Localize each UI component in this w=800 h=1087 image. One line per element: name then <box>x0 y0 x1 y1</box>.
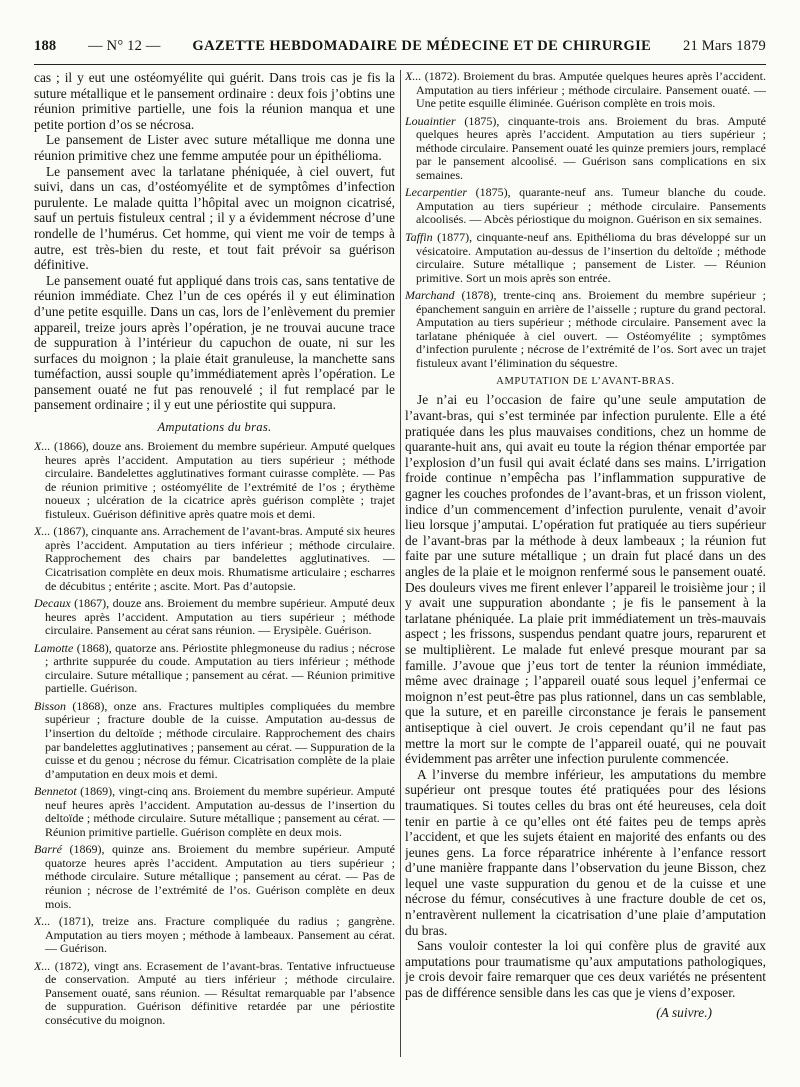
case-entry <box>34 597 395 638</box>
issue-number: — N° 12 — <box>88 38 161 54</box>
case-text: (1866), douze ans. Broiement du membre supérieur. Amputé quelques heures après l’accident. Amputation au tiers supérieur ; méthode circulaire. Bandelettes agglutinatives formant cuirasse complète. — Pas de réunion primitive ; ostéomyélite de l’extrémité de l’os ; érythème noueux ; ulcération de la cicatrice après guérison complète ; trajet fistuleux. Guérison définitive après quatre mois et demi. <box>45 439 395 521</box>
paragraph: Sans vouloir contester la loi qui confère plus de gravité aux amputations pour traumatisme qu’aux amputations pathologiques, je crois devoir faire remarquer que ces deux variétés ne présentent pas de différence sensible dans les cas que je viens d’exposer. <box>405 938 766 1001</box>
case-text: (1872), vingt ans. Ecrasement de l’avant-bras. Tentative infructueuse de conservation. Amputé au tiers inférieur ; méthode circulaire. Pansement ouaté, sans réunion. — Résultat remarquable par l’absence de suppuration. Guérison définitive retardée par une périostite consécutive du moignon. <box>45 958 395 1027</box>
patient-name: Bisson <box>34 698 67 713</box>
right-column <box>405 70 766 1061</box>
case-text: (1868), quatorze ans. Périostite phlegmoneuse du radius ; nécrose ; arthrite suppurée du coude. Amputation au tiers inférieur ; méthode circulaire. Suture métallique ; pansement au cérat. — Réunion primitive partielle. Guérison. <box>45 640 395 696</box>
left-column <box>34 70 395 1061</box>
case-text: (1869), vingt-cinq ans. Broiement du membre supérieur. Amputé neuf heures après l’accident. Amputation au-dessus de l’insertion du deltoïde ; méthode circulaire. Suture métallique ; pansement au cérat. — Réunion primitive partielle. Guérison complète en deux mois. <box>45 784 395 839</box>
patient-name: Bennetot <box>34 784 77 799</box>
patient-name: X... <box>34 524 51 539</box>
case-text: (1868), onze ans. Fractures multiples compliquées du membre supérieur ; fracture double de la cuisse. Amputation au-dessus de l’insertion du deltoïde ; méthode circulaire. Rapprochement des chairs par bandelettes agglutinatives ; pansement au cérat. — Suppuration de la cuisse et du genou ; nécrose du fémur. Cicatrisation complète de la plaie d’amputation en deux mois et demi. <box>45 698 395 781</box>
patient-name: Lamotte <box>34 640 74 655</box>
case-entry <box>405 70 766 111</box>
patient-name: X... <box>34 439 51 454</box>
case-entry <box>405 115 766 183</box>
case-text: (1872). Broiement du bras. Amputée quelques heures après l’accident. Amputation au tiers inférieur ; méthode circulaire. Pansement ouaté. — Une petite esquille éliminée. Guérison complète en trois mois. <box>416 70 766 111</box>
case-text: (1869), quinze ans. Broiement du membre supérieur. Amputé quatorze heures après l’accident. Amputation au tiers supérieur ; méthode circulaire. Suture métallique ; pansement au cérat. — Pas de réunion ; nécrose de l’extrémité de l’os. Guérison complète en deux mois. <box>45 842 395 911</box>
case-text: (1867), cinquante ans. Arrachement de l’avant-bras. Amputé six heures après l’accident. Amputation au tiers inférieur ; méthode circulaire. Rapprochement des chairs par bandelettes agglutinatives. — Cicatrisation complète en deux mois. Rhumatisme articulaire ; escharres de décubitus ; entérite ; ascite. Mort. Pas d’autopsie. <box>45 524 395 593</box>
paragraph: Le pansement de Lister avec suture métallique me donna une réunion primitive chez une femme amputée pour un épithélioma. <box>34 132 395 163</box>
patient-name: X... <box>34 914 51 929</box>
case-entry <box>405 289 766 370</box>
case-entry <box>34 700 395 781</box>
case-entry <box>405 231 766 285</box>
section-heading: Amputations du bras. <box>157 420 272 435</box>
case-entry <box>34 915 395 956</box>
case-entry <box>34 843 395 911</box>
patient-name: Marchand <box>405 288 455 303</box>
case-text: (1867), douze ans. Broiement du membre supérieur. Amputé deux heures après l’accident. Amputation au tiers supérieur ; méthode circulaire. Pansement au cérat sans réunion. — Erysipèle. Guérison. <box>45 596 395 638</box>
paragraph: cas ; il y eut une ostéomyélite qui guérit. Dans trois cas je fis la suture métallique et le pansement ordinaire : deux fois j’obtins une réunion primitive partielle, une fois la réunion manqua et une petite portion d’os se nécrosa. <box>34 70 395 132</box>
case-entry <box>34 440 395 521</box>
case-entry <box>34 525 395 593</box>
issue-date: 21 Mars 1879 <box>683 38 766 54</box>
to-be-continued: (A suivre.) <box>656 1004 712 1020</box>
case-entry <box>34 960 395 1028</box>
paragraph: Je n’ai eu l’occasion de faire qu’une seule amputation de l’avant-bras, qui s’est terminée par infection purulente. Elle a été pratiquée dans les plus mauvaises conditions, chez un homme de quarante-huit ans, qui avait eu toute la région thénar emportée par l’explosion d’un fusil qui avait éclaté dans ses mains. L’irrigation froide continue n’empêcha pas l’inflammation suppurative de gagner les couches profondes de l’avant-bras, et un frisson violent, indice d’un commencement d’infection purulente, venait d’avoir lieu lorsque j’amputai. L’opération fut pratiquée au tiers supérieur de l’avant-bras par la méthode à deux lambeaux ; la réunion fut faite par une suture métallique ; un drain fut placé dans un des angles de la plaie et le moignon renfermé sous le pansement ouaté. Des douleurs vives me firent enlever l’appareil le troisième jour ; il y avait une suppuration abondante ; je fis le pansement à la tarlatane phéniquée. La plaie prit immédiatement un très-mauvais aspect ; les frissons, suspendus pendant quatre jours, reparurent et se multiplièrent. Le malade fut enlevé presque mourant par sa famille. J’avoue que j’eus tort de tenter la réunion immédiate, même avec drainage ; l’appareil ouaté sous lequel j’enfermai ce moignon n’est peut-être pas plus rationnel, dans un cas semblable, que la suture, et en pareille circonstance je ferais le pansement antiseptique à ciel ouvert. Je crois cependant qu’il ne faut pas mettre la mort sur le compte de l’appareil ouaté, qui ne pouvait évidemment pas arrêter une infection purulente commencée. <box>405 392 766 767</box>
paragraph: Le pansement ouaté fut appliqué dans trois cas, sans tentative de réunion immédiate. Chez l’un de ces opérés il y eut élimination d’une petite esquille. Dans un cas, lors de l’enlèvement du premier appareil, treize jours après l’opération, je ne trouvai aucune trace de suppuration à l’intérieur du capuchon de ouate, ni sur les surfaces du moignon ; la plaie était granuleuse, la manchette sans tuméfaction, aussi souple qu’immédiatement après l’opération. Le pansement ouaté ne fut pas renouvelé ; il fut remplacé par le pansement ordinaire ; il y eut une périostite qui suppura. <box>34 272 395 413</box>
case-entry <box>34 785 395 839</box>
paragraph: Le pansement avec la tarlatane phéniquée, à ciel ouvert, fut suivi, dans un cas, d’ostéomyélite et de symptômes d’infection purulente. Le malade quitta l’hôpital avec un moignon cicatrisé, sauf un pertuis fistuleux central ; il y a évidemment nécrose d’une rondelle de l’humérus. Cet homme, qui vient me voir de temps à autre, est très-bien du reste, et tout fait prévoir sa guérison définitive. <box>34 163 395 273</box>
patient-name: Louaintier <box>405 113 456 128</box>
patient-name: Barré <box>34 842 62 857</box>
page-number: 188 <box>34 38 57 54</box>
patient-name: Lecarpentier <box>405 185 467 200</box>
case-text: (1871), treize ans. Fracture compliquée du radius ; gangrène. Amputation au tiers moyen ; méthode à lambeaux. Pansement au cérat. — Guérison. <box>45 914 395 956</box>
patient-name: Taffin <box>405 230 433 245</box>
case-text: (1877), cinquante-neuf ans. Epithélioma du bras développé sur un vésicatoire. Amputation au-dessus de l’insertion du deltoïde ; méthode circulaire. Suture métallique ; pansement de Lister. — Réunion primitive. Sort un mois après son entrée. <box>416 230 766 285</box>
paragraph: A l’inverse du membre inférieur, les amputations du membre supérieur ont presque toutes été pratiquées pour des lésions traumatiques. Si toutes celles du bras ont été heureuses, cela doit tenir en partie à ce qu’elles ont été faites peu de temps après l’accident, et que les sujets étaient en majorité des enfants ou des jeunes gens. La force réparatrice inhérente à l’enfance ressort d’une manière frappante dans l’observation du jeune Bisson, chez lequel une vaste suppuration du genou et de la cuisse et une nécrose du fémur, consécutives à une fracture double de cet os, n’entravèrent nullement la cicatrisation d’une plaie d’amputation du bras. <box>405 766 766 938</box>
patient-name: X... <box>34 958 51 973</box>
patient-name: Decaux <box>34 596 71 611</box>
case-entry <box>34 642 395 696</box>
section-heading: AMPUTATION DE L’AVANT-BRAS. <box>496 376 675 388</box>
case-text: (1875), quarante-neuf ans. Tumeur blanche du coude. Amputation au tiers supérieur ; méthode circulaire. Pansements alcoolisés. — Abcès périostique du moignon. Guérison en six semaines. <box>416 185 766 227</box>
running-header <box>34 38 766 65</box>
column-divider <box>400 70 401 1057</box>
patient-name: X... <box>405 70 422 83</box>
journal-title: GAZETTE HEBDOMADAIRE DE MÉDECINE ET DE CHIRURGIE <box>192 38 652 54</box>
case-entry <box>405 186 766 227</box>
case-text: (1875), cinquante-trois ans. Broiement du bras. Amputé quelques heures après l’accident. Amputation au tiers supérieur ; méthode circulaire. Pansement ouaté les quinze premiers jours, remplacé par le pansement alcoolisé. — Guérison sans complications en six semaines. <box>416 113 766 182</box>
case-text: (1878), trente-cinq ans. Broiement du membre supérieur ; épanchement sanguin en arrière de l’aisselle ; rupture du grand pectoral. Amputation au tiers supérieur ; méthode circulaire. Pansement avec la tarlatane phéniquée à ciel ouvert. — Ostéomyélite ; symptômes d’infection purulente ; nécrose de l’extrémité de l’os. Sort avec un trajet fistuleux avant l’élimination du séquestre. <box>416 288 766 370</box>
